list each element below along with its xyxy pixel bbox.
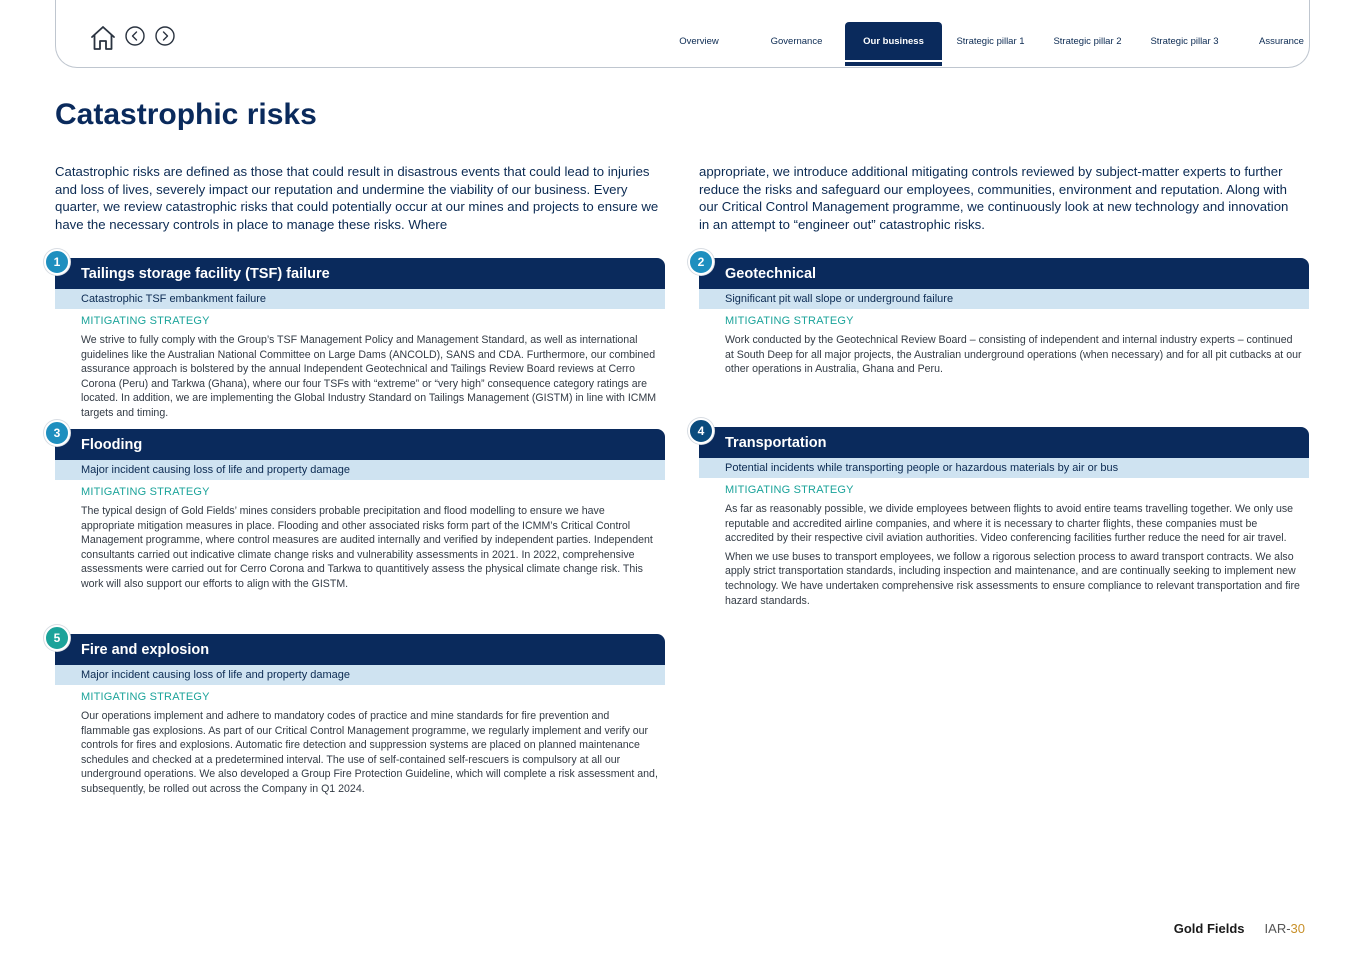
chevron-left-icon[interactable] [124,25,146,52]
mitigating-strategy-label: MITIGATING STRATEGY [81,486,210,498]
risk-card-fire-explosion [53,631,665,797]
intro-right: appropriate, we introduce additional mitigating controls reviewed by subject-matter experts to further reduce the risks and safeguard our employees, communities, environment and reputation. Along with our Critical Control Management programme, we continuously look at new technology and innovation in an attempt to “engineer out” catastrophic risks. [699,164,1289,232]
tab-strategic-pillar-2[interactable]: Strategic pillar 2 [1053,35,1122,47]
risk-card-flooding [53,426,665,592]
risk-body [55,707,665,797]
tab-strategic-pillar-1[interactable]: Strategic pillar 1 [956,35,1025,47]
risk-paragraph: As far as reasonably possible, we divide employees between flights to avoid entire teams travelling together. We only use reputable and accredited airline companies, and where it is necessary to charter flights, these companies must be accredited by their respective civil aviation authorities. Video conferencing facilities further reduce the need for air travel. [725,503,1294,545]
risk-card-tsf [53,255,665,421]
risk-title: Fire and explosion [55,634,665,665]
risk-body [699,331,1309,377]
tab-our-business[interactable]: Our business [845,22,942,60]
risk-body [55,331,665,421]
risk-title: Transportation [699,427,1309,458]
tab-assurance[interactable]: Assurance [1259,35,1304,47]
tab-governance[interactable]: Governance [770,35,823,47]
page-title: Catastrophic risks [55,98,317,131]
risk-paragraph: The typical design of Gold Fields’ mines considers probable precipitation and flood modelling to ensure we have appropriate mitigation measures in place. Flooding and other associated risks form part of the ICMM’s Critical Control Management programme, where control measures are audited internally and verified by independent parties. Independent consultants carried out indicative climate change risks and vulnerability assessments in 2021. In 2022, comprehensive assessments were carried out for Cerro Corona and Tarkwa to quantitively assess the physical climate change risk. This work will also support our efforts to align with the GISTM. [81,505,653,590]
risk-number-badge: 2 [688,249,714,275]
risk-subtitle: Catastrophic TSF embankment failure [55,289,665,309]
nav-tabs [650,22,1330,68]
risk-title: Flooding [55,429,665,460]
page-prefix: IAR- [1264,921,1291,936]
risk-body [55,502,665,592]
risk-subtitle: Major incident causing loss of life and property damage [55,460,665,480]
risk-number-badge: 1 [44,249,70,275]
risk-body [699,500,1309,608]
page-footer [1174,921,1305,936]
risk-paragraph: Work conducted by the Geotechnical Review Board – consisting of independent and internal industry experts – continued at South Deep for all major projects, the Australian underground operations (when necessary) and for all pit cutbacks at our other operations in Australia, Ghana and Peru. [725,334,1302,376]
mitigating-strategy-label: MITIGATING STRATEGY [725,484,854,496]
intro-left: Catastrophic risks are defined as those that could result in disastrous events that could lead to injuries and loss of lives, severely impact our reputation and undermine the viability of our business. Every quarter, we review catastrophic risks that could potentially occur at our mines and projects to ensure we have the necessary controls in place to manage these risks. Where [55,164,659,232]
risk-paragraph: Our operations implement and adhere to mandatory codes of practice and mine standards for fire prevention and flammable gas explosions. As part of our Critical Control Management programme, we regularly implement and verify our controls for fires and explosions. Automatic fire detection and suppression systems are placed on planned maintenance schedules and checked at a predetermined interval. The use of self-contained self-rescuers is compulsory at all our underground operations. We also developed a Group Fire Protection Guideline, which will complete a risk assessment and, subsequently, be rolled out across the Company in Q1 2024. [81,710,658,795]
risk-number-badge: 5 [44,625,70,651]
mitigating-strategy-label: MITIGATING STRATEGY [81,315,210,327]
mitigating-strategy-label: MITIGATING STRATEGY [725,315,854,327]
top-navigation [55,0,1310,68]
risk-subtitle: Significant pit wall slope or underground failure [699,289,1309,309]
risk-number-badge: 3 [44,420,70,446]
risk-paragraph: When we use buses to transport employees, we follow a rigorous selection process to award transport contracts. We also apply strict transportation standards, including inspection and maintenance, and are continually seeking to implement new technology. We have undertaken comprehensive risk assessments to ensure compliance to relevant transportation and fire hazard standards. [725,550,1300,607]
risk-card-transportation [697,424,1309,608]
footer-page-label [1265,921,1305,936]
home-icon[interactable] [90,24,116,52]
page-number: 30 [1290,921,1305,936]
risk-subtitle: Major incident causing loss of life and property damage [55,665,665,685]
tab-strategic-pillar-3[interactable]: Strategic pillar 3 [1150,35,1219,47]
risk-title: Tailings storage facility (TSF) failure [55,258,665,289]
chevron-right-icon[interactable] [154,25,176,52]
risk-title: Geotechnical [699,258,1309,289]
footer-brand: Gold Fields [1173,921,1245,936]
risk-card-geotechnical [697,255,1309,377]
risk-paragraph: We strive to fully comply with the Group’s TSF Management Policy and Management Standard, as well as international guidelines like the Australian National Committee on Large Dams (ANCOLD), SANS and CDA. Furthermore, our combined assurance approach is bolstered by the annual Independent Geotechnical and Tailings Review Board reviews at Cerro Corona (Peru) and Tarkwa (Ghana), where our four TSFs with “extreme” or “very high” consequence category ratings are located. In addition, we are implementing the Global Industry Standard on Tailings Management (GISTM) in line with ICMM targets and timing. [81,334,657,419]
tab-overview[interactable]: Overview [679,35,719,47]
mitigating-strategy-label: MITIGATING STRATEGY [81,691,210,703]
nav-icon-group [90,24,176,52]
risk-number-badge: 4 [688,418,714,444]
risk-subtitle: Potential incidents while transporting people or hazardous materials by air or bus [699,458,1309,478]
